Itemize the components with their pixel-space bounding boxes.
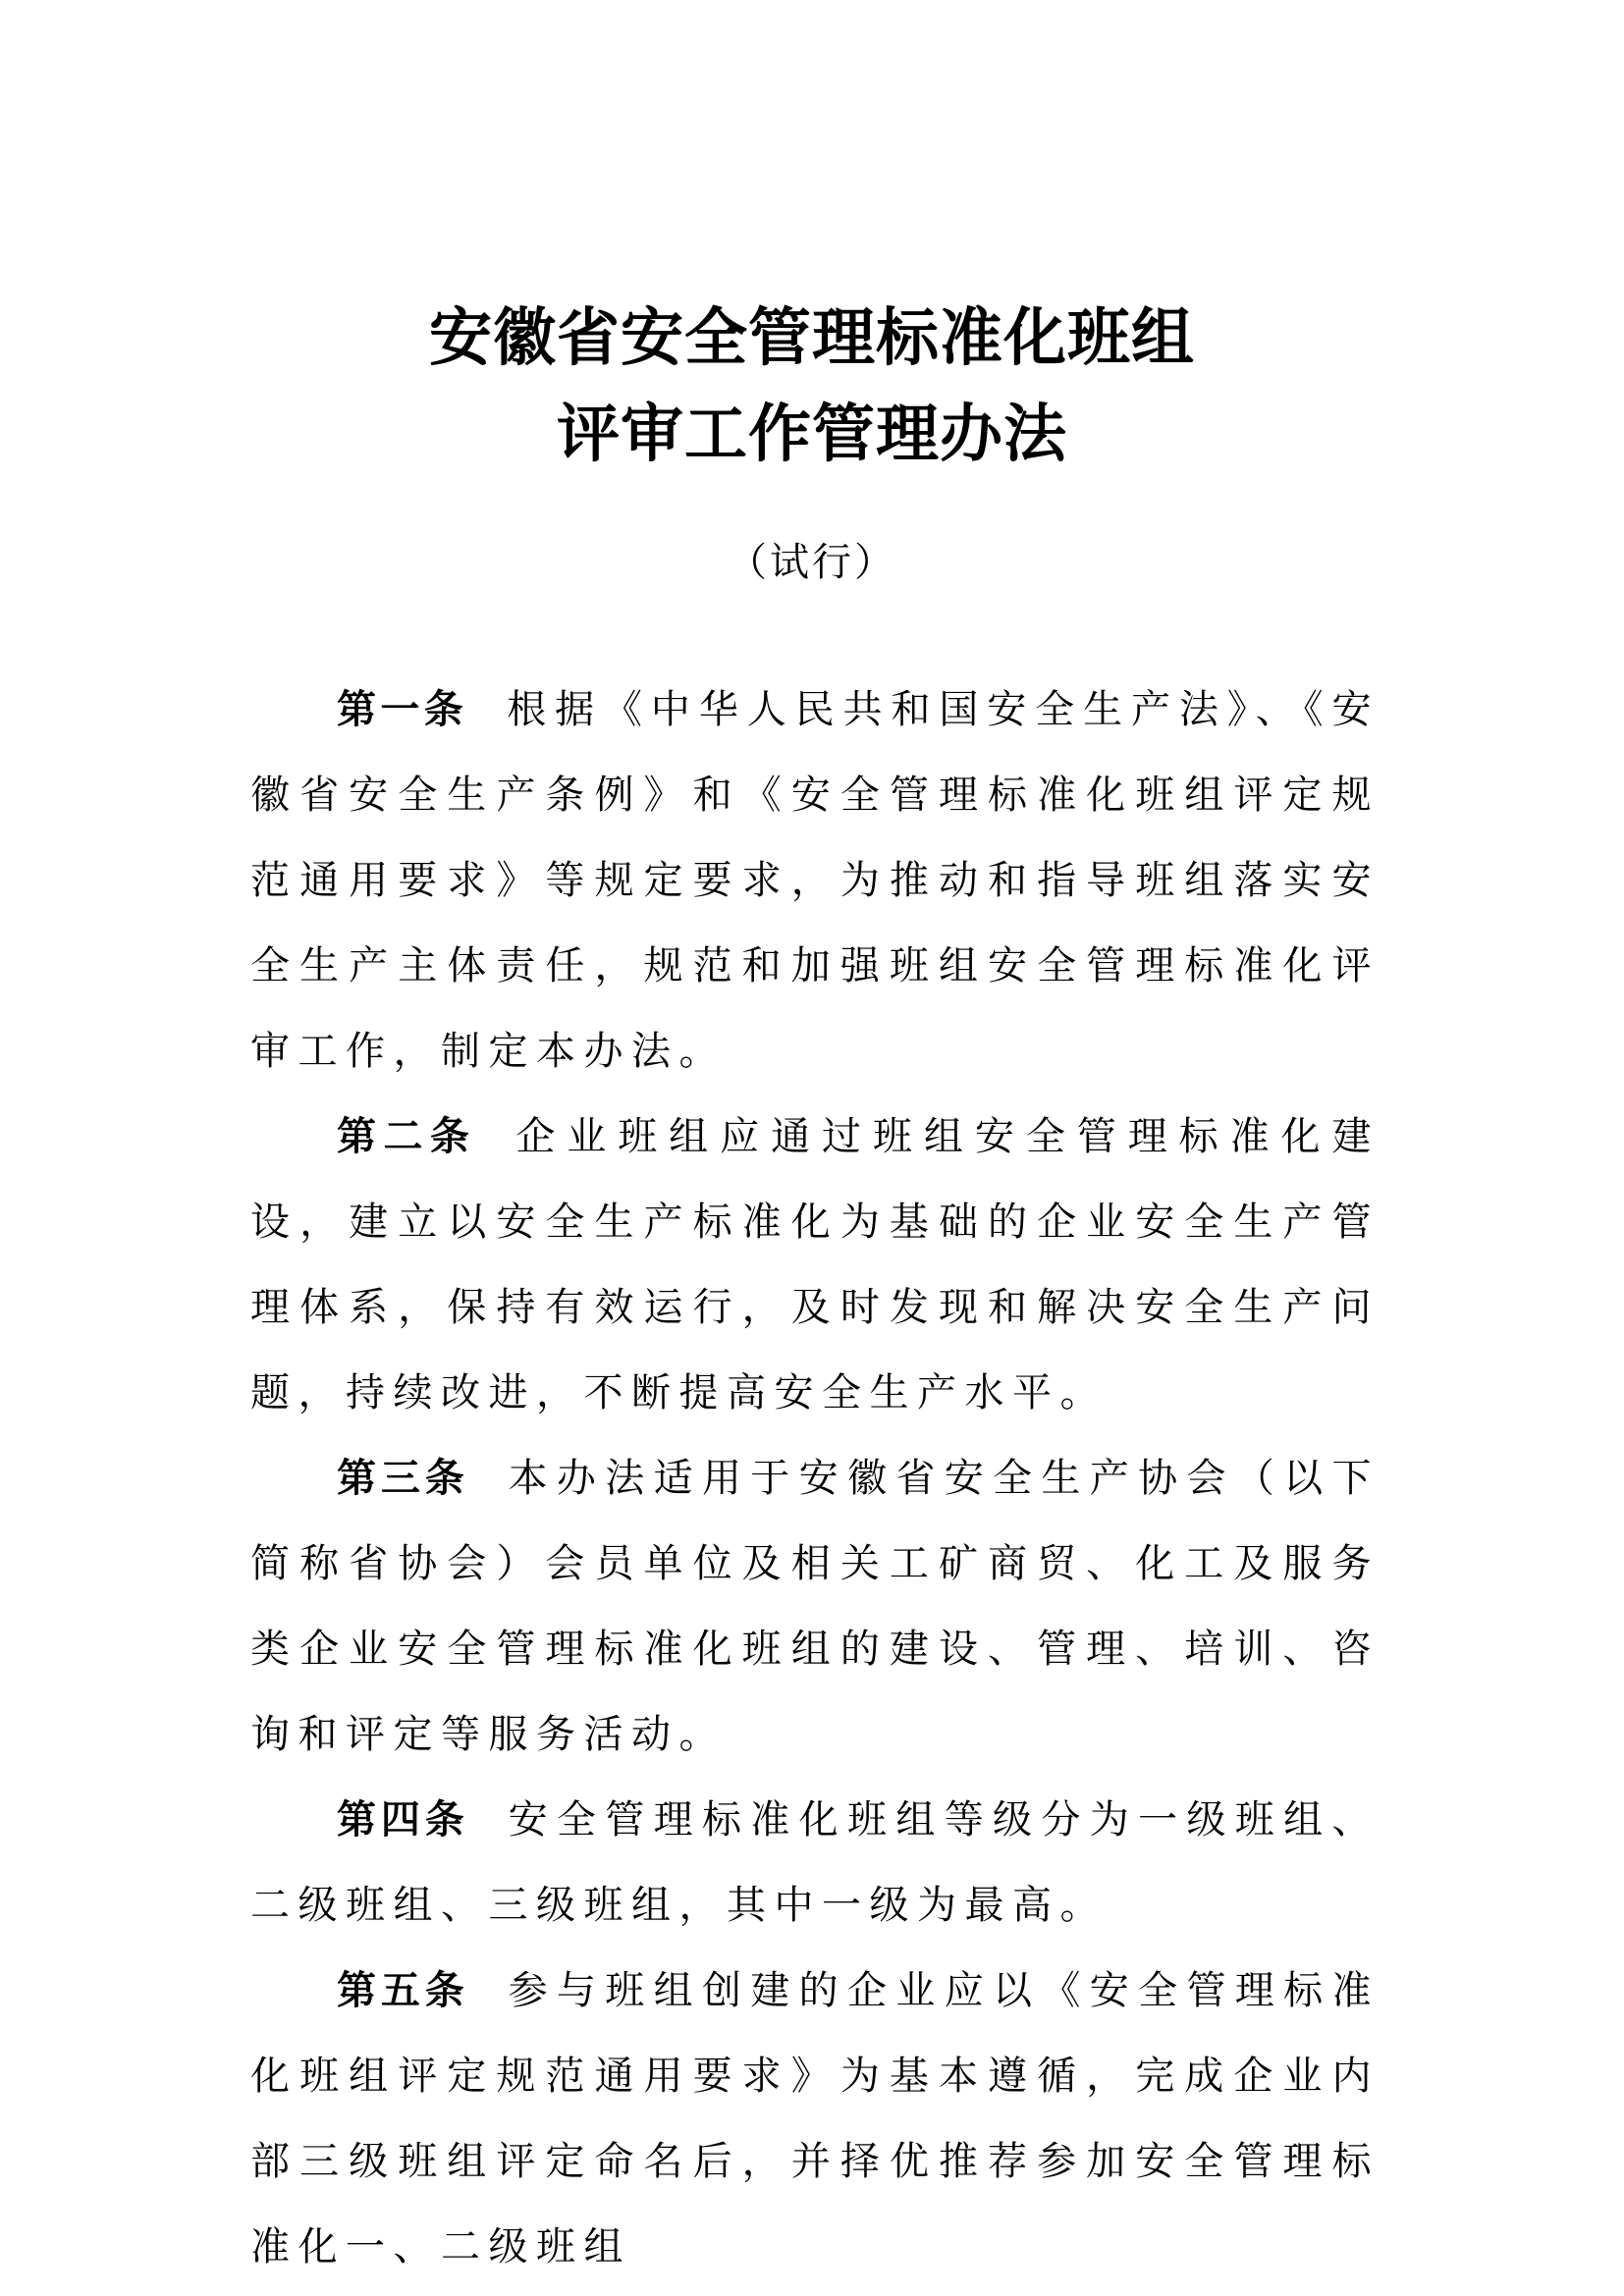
article-5-text: 参与班组创建的企业应以《安全管理标准化班组评定规范通用要求》为基本遵循，完成企业内部三级班组评定命名后，并择优推荐参加安全管理标准化一、二级班组 — [250, 1968, 1380, 2269]
document-title-line-2: 评审工作管理办法 — [557, 399, 1067, 471]
document-subtitle: （试行） — [728, 540, 896, 585]
document-title-line-1: 安徽省安全管理标准化班组 — [429, 302, 1195, 375]
article-1 — [250, 667, 1380, 1095]
article-5 — [250, 1949, 1380, 2290]
article-1-label: 第一条 — [337, 687, 468, 732]
article-5-label: 第五条 — [337, 1968, 469, 2013]
article-1-text: 根据《中华人民共和国安全生产法》、《安徽省安全生产条例》和《安全管理标准化班组评定规范通用要求》等规定要求，为推动和指导班组落实安全生产主体责任，规范和加强班组安全管理标准化评审工作，制定本办法。 — [250, 687, 1380, 1074]
article-3-text: 本办法适用于安徽省安全生产协会（以下简称省协会）会员单位及相关工矿商贸、化工及服务类企业安全管理标准化班组的建设、管理、培训、咨询和评定等服务活动。 — [250, 1456, 1380, 1757]
article-4-text: 安全管理标准化班组等级分为一级班组、二级班组、三级班组，其中一级为最高。 — [250, 1797, 1380, 1928]
article-2-text: 企业班组应通过班组安全管理标准化建设，建立以安全生产标准化为基础的企业安全生产管理体系，保持有效运行，及时发现和解决安全生产问题，持续改进，不断提高安全生产水平。 — [250, 1114, 1380, 1415]
article-2 — [250, 1095, 1380, 1436]
article-2-label: 第二条 — [337, 1114, 477, 1159]
article-3-label: 第三条 — [337, 1456, 469, 1501]
article-4 — [250, 1778, 1380, 1949]
article-4-label: 第四条 — [337, 1797, 469, 1842]
article-3 — [250, 1436, 1380, 1778]
document-body — [250, 667, 1380, 2290]
